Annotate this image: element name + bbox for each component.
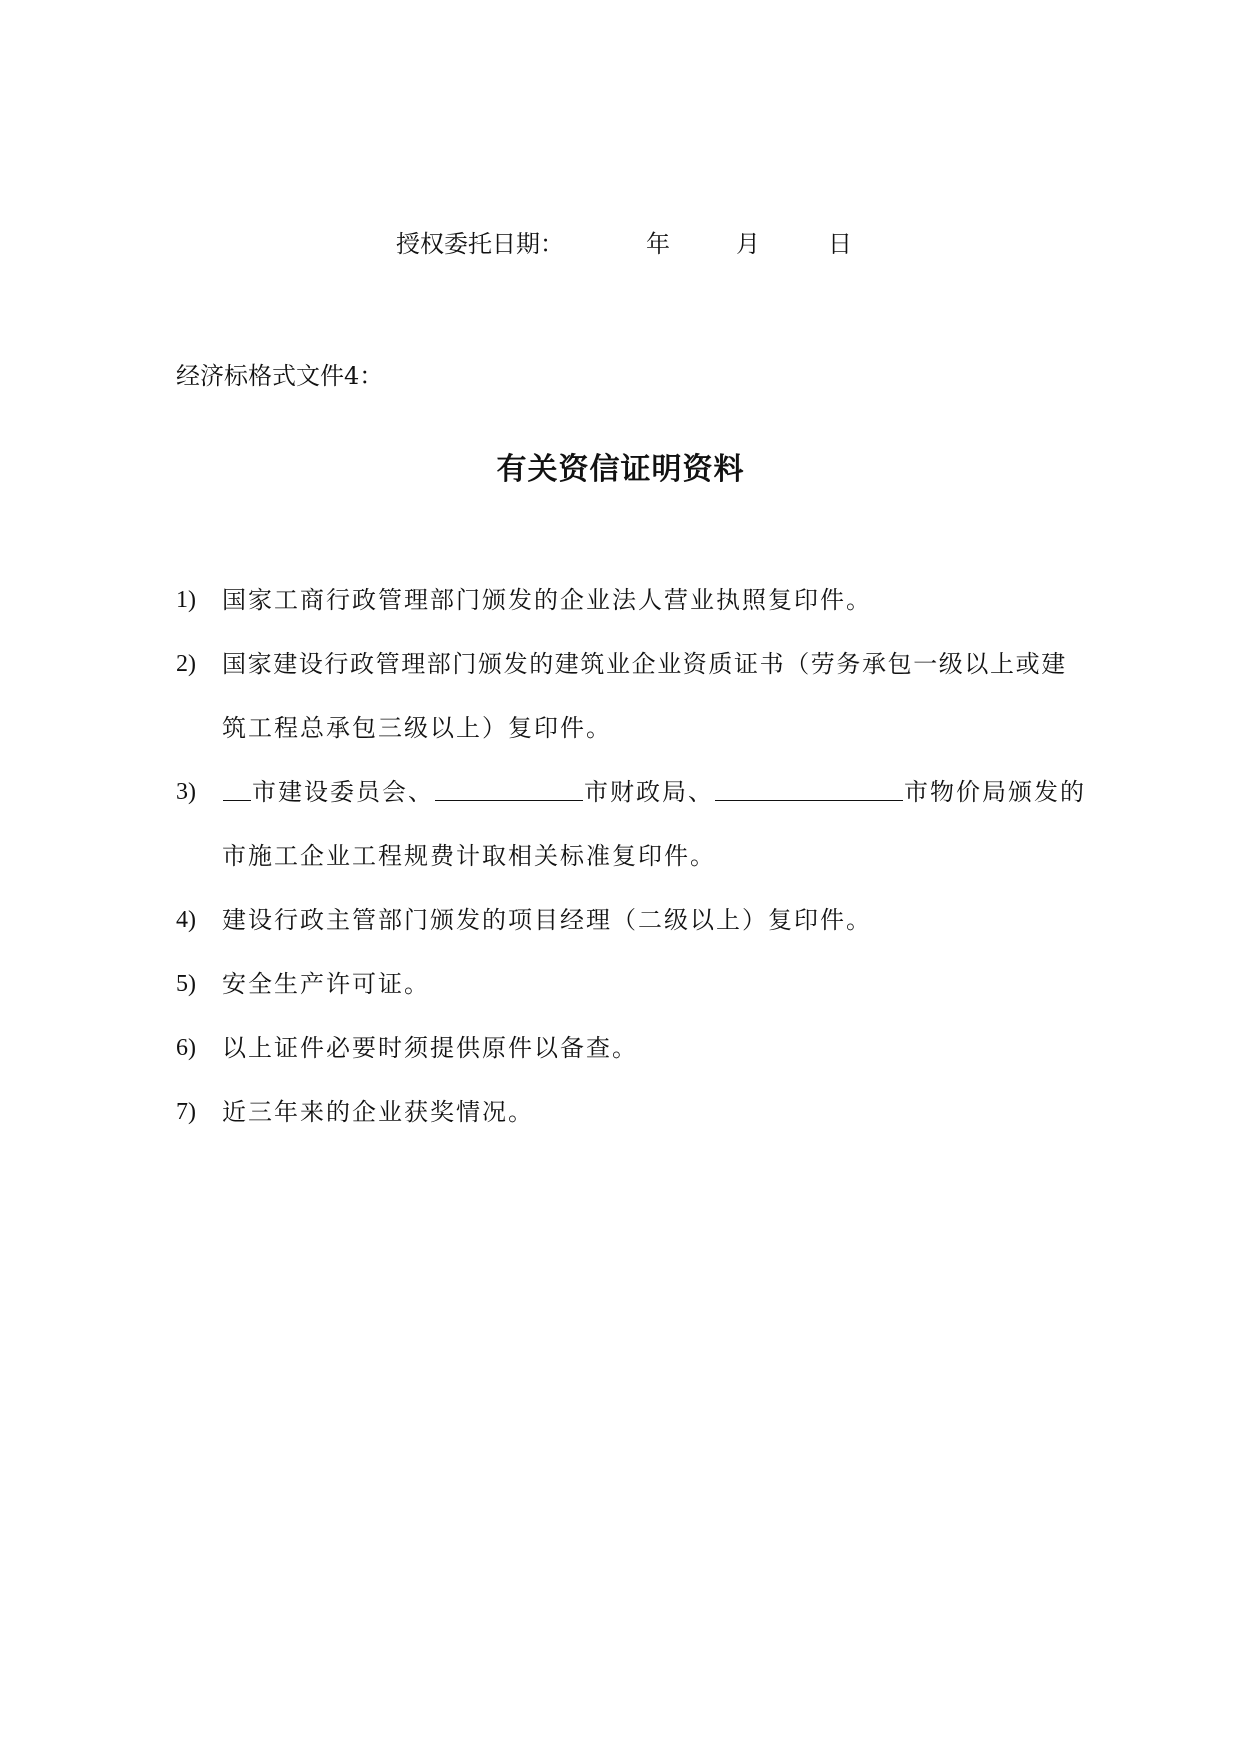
item-text-continued: 筑工程总承包三级以上）复印件。 xyxy=(222,714,612,742)
item-text: 国家工商行政管理部门颁发的企业法人营业执照复印件。 xyxy=(222,586,872,614)
item-text: 安全生产许可证。 xyxy=(222,970,430,998)
year-label: 年 xyxy=(646,230,670,258)
format-file-label: 经济标格式文件4： xyxy=(176,362,384,390)
item-text: 以上证件必要时须提供原件以备查。 xyxy=(222,1034,638,1062)
list-item xyxy=(176,902,1116,938)
item-number: 6) xyxy=(176,1035,196,1061)
item-text-continued: 市施工企业工程规费计取相关标准复印件。 xyxy=(222,842,716,870)
list-item xyxy=(176,1094,1116,1130)
blank-fill-line xyxy=(435,774,583,801)
list-item xyxy=(176,1030,1116,1066)
item-number: 2) xyxy=(176,651,196,677)
text-segment: 市建设委员会、 xyxy=(252,778,434,806)
text-segment: 市财政局、 xyxy=(584,778,714,806)
day-label: 日 xyxy=(828,230,852,258)
list-item xyxy=(176,966,1116,1002)
item-number: 7) xyxy=(176,1099,196,1125)
item-number: 5) xyxy=(176,971,196,997)
blank-fill-line xyxy=(223,774,251,801)
item-text: 国家建设行政管理部门颁发的建筑业企业资质证书（劳务承包一级以上或建 xyxy=(222,650,1067,678)
authorization-date-line xyxy=(0,226,1241,262)
item-number: 1) xyxy=(176,587,196,613)
authorization-date-label: 授权委托日期： xyxy=(396,230,564,258)
document-title: 有关资信证明资料 xyxy=(496,452,745,487)
list-item xyxy=(176,582,1116,618)
list-item xyxy=(176,646,1116,746)
item-text: 建设行政主管部门颁发的项目经理（二级以上）复印件。 xyxy=(222,906,872,934)
blank-fill-line xyxy=(715,774,903,801)
item-number: 4) xyxy=(176,907,196,933)
month-label: 月 xyxy=(736,230,760,258)
item-text: 近三年来的企业获奖情况。 xyxy=(222,1098,534,1126)
text-segment: 市物价局颁发的 xyxy=(904,778,1086,806)
item-number: 3) xyxy=(176,779,196,805)
list-item xyxy=(176,774,1116,874)
item-text xyxy=(222,774,1086,810)
